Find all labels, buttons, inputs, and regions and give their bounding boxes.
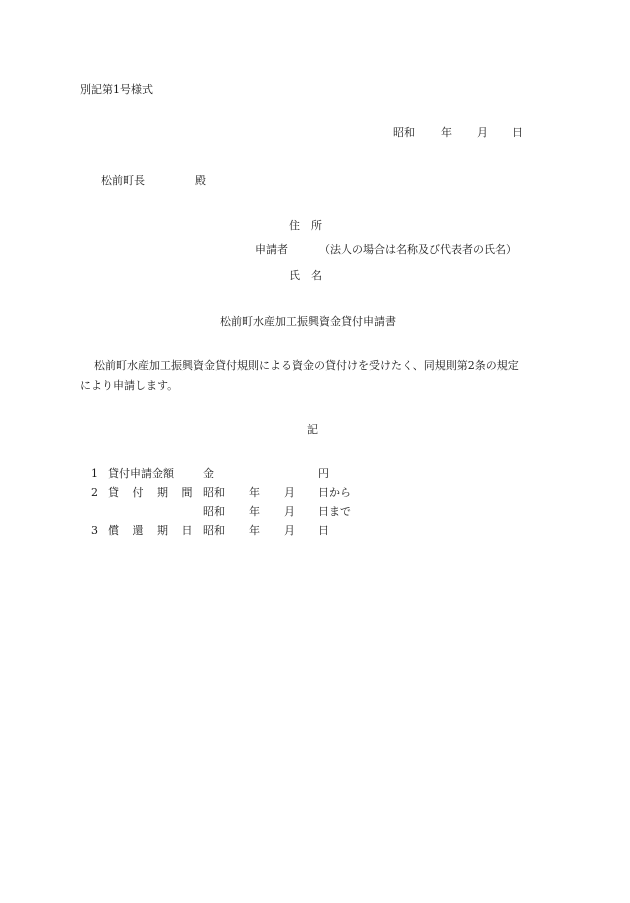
- item-label: 貸 付 期 間: [108, 486, 198, 499]
- document-title: 松前町水産加工振興資金貸付申請書: [220, 315, 396, 328]
- item-value: 日まで: [318, 505, 351, 518]
- item-value: 月: [284, 524, 295, 537]
- item-label: 貸付申請金額: [108, 467, 174, 480]
- address-label: 住 所: [289, 219, 322, 232]
- item-number: 3: [91, 524, 98, 537]
- addressee-honorific: 殿: [195, 174, 206, 187]
- addressee-name: 松前町長: [101, 174, 145, 187]
- form-number: 別記第1号様式: [80, 83, 153, 96]
- body-line-2: により申請します。: [80, 379, 179, 392]
- item-value: 日: [318, 524, 329, 537]
- item-value: 年: [249, 505, 260, 518]
- applicant-label: 申請者: [255, 243, 288, 256]
- item-label: 償 還 期 日: [108, 524, 198, 537]
- item-value: 月: [284, 505, 295, 518]
- date-year: 年: [441, 126, 452, 139]
- item-value: 昭和: [203, 505, 225, 518]
- body-paragraph: [80, 356, 550, 396]
- item-number: 2: [91, 486, 98, 499]
- body-line-1: 松前町水産加工振興資金貸付規則による資金の貸付けを受けたく、同規則第2条の規定: [94, 359, 519, 372]
- item-value: 昭和: [203, 524, 225, 537]
- ki-marker: 記: [307, 423, 318, 436]
- item-value: 月: [284, 486, 295, 499]
- item-number: 1: [91, 467, 98, 480]
- item-value: 年: [249, 524, 260, 537]
- item-value: 金: [203, 467, 214, 480]
- item-value: 昭和: [203, 486, 225, 499]
- item-value: 日から: [318, 486, 351, 499]
- date-month: 月: [477, 126, 488, 139]
- date-day: 日: [512, 126, 523, 139]
- item-value: 円: [318, 467, 329, 480]
- item-value: 年: [249, 486, 260, 499]
- name-label: 氏 名: [289, 269, 322, 282]
- applicant-note: （法人の場合は名称及び代表者の氏名）: [319, 243, 517, 256]
- date-era: 昭和: [393, 126, 415, 139]
